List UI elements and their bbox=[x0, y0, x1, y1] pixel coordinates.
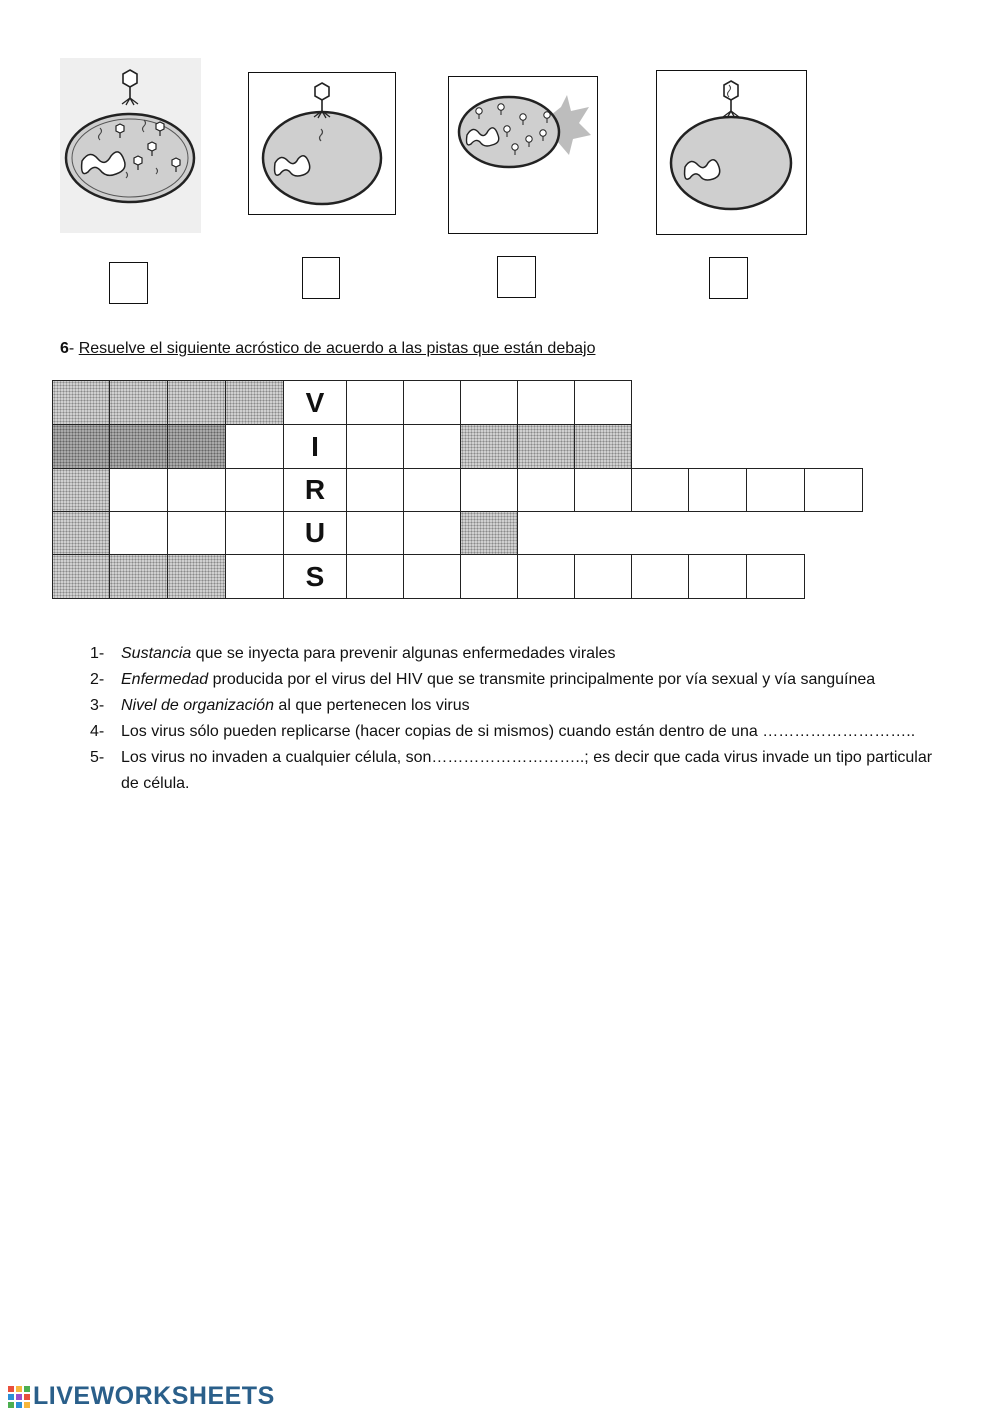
acrostic-input-cell[interactable] bbox=[403, 468, 461, 512]
acrostic-key-letter: U bbox=[283, 511, 347, 555]
acrostic-blocked-cell bbox=[460, 424, 518, 469]
acrostic-key-letter: S bbox=[283, 554, 347, 599]
acrostic-blocked-cell bbox=[52, 468, 110, 512]
acrostic-input-cell[interactable] bbox=[403, 380, 461, 425]
acrostic-blocked-cell bbox=[52, 424, 110, 469]
question-title: 6- Resuelve el siguiente acróstico de acuerdo a las pistas que están debajo bbox=[60, 340, 596, 357]
acrostic-input-cell[interactable] bbox=[167, 468, 226, 512]
acrostic-input-cell[interactable] bbox=[631, 554, 689, 599]
brand-text: LIVEWORKSHEETS bbox=[33, 1382, 275, 1410]
acrostic-blocked-cell bbox=[109, 424, 168, 469]
clue-item-5: 5- Los virus no invaden a cualquier célula, son………………………..; es decir que cada virus invade un tipo particular de célula. bbox=[90, 749, 933, 792]
acrostic-blocked-cell bbox=[52, 380, 110, 425]
clue-list bbox=[90, 641, 950, 797]
question-text: Resuelve el siguiente acróstico de acuerdo a las pistas que están debajo bbox=[78, 340, 596, 357]
acrostic-input-cell[interactable] bbox=[460, 468, 518, 512]
acrostic-input-cell[interactable] bbox=[167, 511, 226, 555]
clue-item-4: 4- Los virus sólo pueden replicarse (hacer copias de si mismos) cuando están dentro de una ……………………….. bbox=[90, 723, 916, 740]
acrostic-input-cell[interactable] bbox=[574, 468, 632, 512]
answer-box-2[interactable] bbox=[302, 257, 340, 299]
acrostic-blocked-cell bbox=[167, 380, 226, 425]
acrostic-blocked-cell bbox=[574, 424, 632, 469]
acrostic-blocked-cell bbox=[167, 424, 226, 469]
acrostic-input-cell[interactable] bbox=[688, 554, 747, 599]
figure-virus-release bbox=[60, 58, 201, 233]
acrostic-input-cell[interactable] bbox=[517, 554, 575, 599]
acrostic-key-letter: R bbox=[283, 468, 347, 512]
figure-virus-attachment bbox=[656, 70, 807, 235]
acrostic-blocked-cell bbox=[52, 554, 110, 599]
acrostic-input-cell[interactable] bbox=[346, 468, 404, 512]
figure-cell-burst bbox=[448, 76, 598, 234]
acrostic-blocked-cell bbox=[167, 554, 226, 599]
acrostic-input-cell[interactable] bbox=[346, 554, 404, 599]
clue-item-3: 3- Nivel de organización al que pertenecen los virus bbox=[90, 697, 470, 714]
acrostic-input-cell[interactable] bbox=[631, 468, 689, 512]
brand-blocks-icon bbox=[8, 1386, 30, 1408]
acrostic-input-cell[interactable] bbox=[225, 511, 284, 555]
acrostic-input-cell[interactable] bbox=[746, 554, 805, 599]
acrostic-input-cell[interactable] bbox=[346, 511, 404, 555]
acrostic-input-cell[interactable] bbox=[460, 554, 518, 599]
acrostic-input-cell[interactable] bbox=[403, 424, 461, 469]
acrostic-blocked-cell bbox=[460, 511, 518, 555]
acrostic-input-cell[interactable] bbox=[688, 468, 747, 512]
acrostic-input-cell[interactable] bbox=[225, 468, 284, 512]
acrostic-input-cell[interactable] bbox=[403, 511, 461, 555]
acrostic-input-cell[interactable] bbox=[346, 424, 404, 469]
acrostic-blocked-cell bbox=[517, 424, 575, 469]
answer-box-4[interactable] bbox=[709, 257, 748, 299]
liveworksheets-logo bbox=[8, 1382, 275, 1411]
acrostic-input-cell[interactable] bbox=[517, 468, 575, 512]
acrostic-input-cell[interactable] bbox=[346, 380, 404, 425]
answer-box-3[interactable] bbox=[497, 256, 536, 298]
clue-item-2: 2- Enfermedad producida por el virus del HIV que se transmite principalmente por vía sexual y vía sanguínea bbox=[90, 671, 876, 688]
acrostic-blocked-cell bbox=[109, 554, 168, 599]
acrostic-input-cell[interactable] bbox=[574, 554, 632, 599]
acrostic-key-letter: V bbox=[283, 380, 347, 425]
acrostic-input-cell[interactable] bbox=[225, 424, 284, 469]
acrostic-input-cell[interactable] bbox=[225, 554, 284, 599]
acrostic-input-cell[interactable] bbox=[109, 468, 168, 512]
answer-box-1[interactable] bbox=[109, 262, 148, 304]
acrostic-blocked-cell bbox=[109, 380, 168, 425]
acrostic-input-cell[interactable] bbox=[746, 468, 805, 512]
acrostic-input-cell[interactable] bbox=[517, 380, 575, 425]
acrostic-key-letter: I bbox=[283, 424, 347, 469]
figure-virus-injection bbox=[248, 72, 396, 215]
acrostic-input-cell[interactable] bbox=[804, 468, 863, 512]
acrostic-blocked-cell bbox=[52, 511, 110, 555]
acrostic-input-cell[interactable] bbox=[109, 511, 168, 555]
acrostic-input-cell[interactable] bbox=[460, 380, 518, 425]
acrostic-blocked-cell bbox=[225, 380, 284, 425]
acrostic-input-cell[interactable] bbox=[574, 380, 632, 425]
clue-item-1: 1- Sustancia que se inyecta para prevenir algunas enfermedades virales bbox=[90, 645, 616, 662]
question-number: 6 bbox=[60, 340, 69, 357]
acrostic-input-cell[interactable] bbox=[403, 554, 461, 599]
